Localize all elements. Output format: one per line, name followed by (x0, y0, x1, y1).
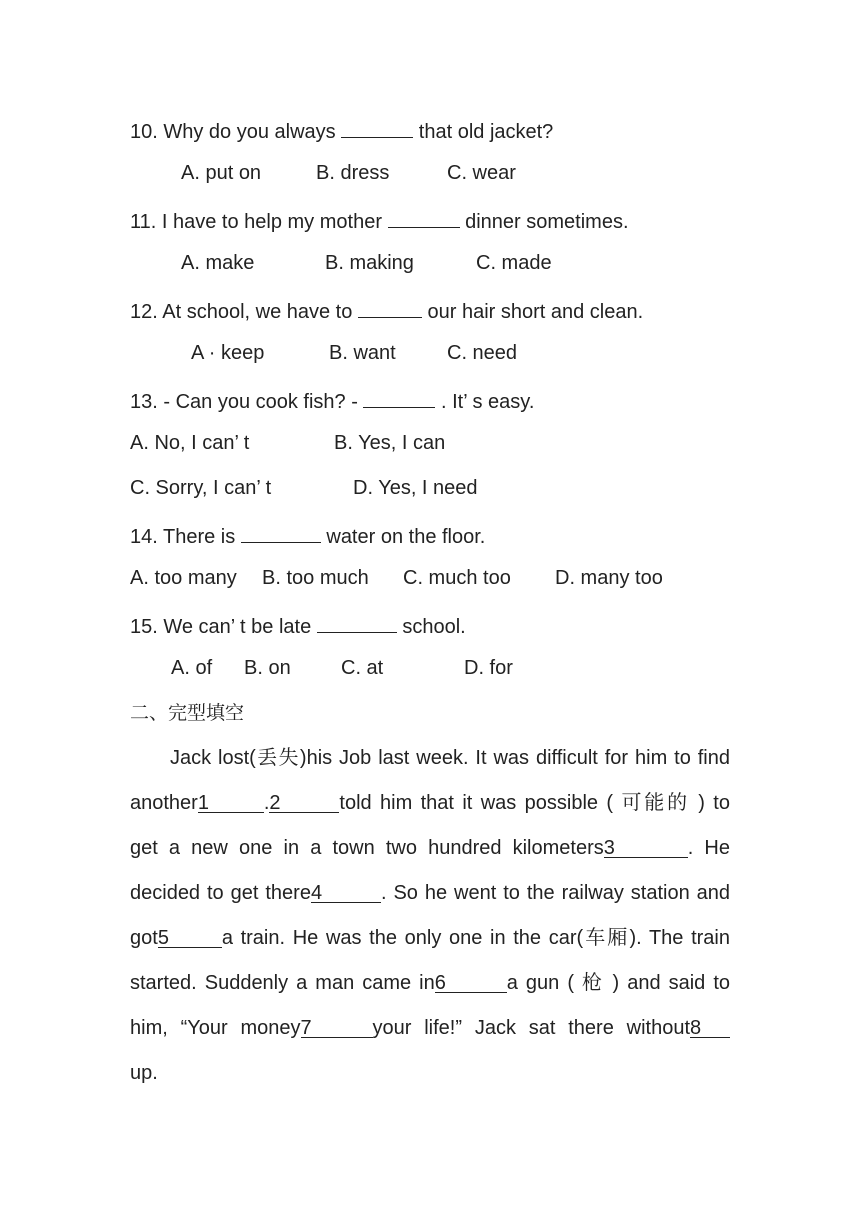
passage-text: . (263, 792, 270, 814)
question-11 (130, 205, 629, 235)
question-text: 11. I have to help my mother (130, 211, 388, 233)
passage-text: another (130, 792, 198, 814)
option: A. of (171, 657, 213, 679)
passage-text: up. (130, 1062, 158, 1084)
question-text: dinner sometimes. (459, 211, 629, 233)
cloze-blank-4: 4 (311, 880, 381, 903)
cloze-blank-5: 5 (158, 925, 222, 948)
question-10 (130, 115, 553, 145)
answer-blank (341, 115, 413, 138)
passage-text: . So he went to the railway station and (380, 882, 730, 904)
passage-line (130, 970, 730, 996)
option: C. wear (447, 162, 516, 184)
question-text: . It’ s easy. (435, 391, 535, 413)
option: C. Sorry, I can’ t (130, 477, 272, 499)
option: D. for (464, 657, 513, 679)
option: C. much too (403, 567, 511, 589)
cloze-blank-2: 2 (269, 790, 339, 813)
passage-text: started. Suddenly a man came in (130, 972, 435, 994)
option: B. making (325, 252, 414, 274)
answer-blank (363, 385, 435, 408)
option: A. make (181, 252, 255, 274)
option: B. Yes, I can (334, 432, 446, 454)
passage-text: Jack lost(丢失)his Job last week. It was difficult for him to find (170, 747, 730, 769)
option: A. too many (130, 567, 237, 589)
option: B. too much (262, 567, 369, 589)
question-text: that old jacket? (413, 121, 554, 143)
answer-blank (358, 295, 422, 318)
question-text: water on the floor. (320, 526, 486, 548)
passage-text: your life!” Jack sat there without (372, 1017, 691, 1039)
option: D. many too (555, 567, 663, 589)
passage-line (130, 835, 730, 861)
passage-text: get a new one in a town two hundred kilometers (130, 837, 604, 859)
passage-line (130, 925, 730, 951)
option: A · keep (191, 342, 265, 364)
cloze-blank-3: 3 (604, 835, 688, 858)
answer-blank (388, 205, 460, 228)
cloze-blank-1: 1 (198, 790, 264, 813)
passage-line (130, 880, 730, 906)
question-13 (130, 385, 534, 415)
option: D. Yes, I need (353, 477, 478, 499)
question-text: 14. There is (130, 526, 241, 548)
section-title: 二、完型填空 (130, 702, 245, 724)
option: C. at (341, 657, 384, 679)
passage-text: decided to get there (130, 882, 311, 904)
passage-text: a gun ( 枪 ) and said to (506, 972, 731, 994)
passage-text: him, “Your money (130, 1017, 301, 1039)
cloze-blank-8: 8 (690, 1015, 730, 1038)
cloze-blank-6: 6 (435, 970, 507, 993)
passage-line (170, 745, 730, 771)
option: A. put on (181, 162, 262, 184)
option: B. want (329, 342, 396, 364)
passage-text: told him that it was possible ( 可能的 ) to (339, 792, 730, 814)
question-15 (130, 610, 466, 640)
option: A. No, I can’ t (130, 432, 250, 454)
answer-blank (317, 610, 397, 633)
cloze-blank-7: 7 (301, 1015, 373, 1038)
option: B. dress (316, 162, 390, 184)
passage-line (130, 1015, 730, 1041)
passage-text: a train. He was the only one in the car(车厢). The train (221, 927, 730, 949)
question-text: 13. - Can you cook fish? - (130, 391, 364, 413)
passage-text: . He (687, 837, 730, 859)
passage-line (130, 1060, 158, 1086)
option: C. made (476, 252, 552, 274)
passage-line (130, 790, 730, 816)
question-text: our hair short and clean. (421, 301, 644, 323)
question-text: 12. At school, we have to (130, 301, 358, 323)
question-12 (130, 295, 643, 325)
passage-text: got (130, 927, 158, 949)
question-text: 15. We can’ t be late (130, 616, 317, 638)
question-text: school. (396, 616, 466, 638)
question-text: 10. Why do you always (130, 121, 342, 143)
option: B. on (244, 657, 291, 679)
question-14 (130, 520, 485, 550)
option: C. need (447, 342, 518, 364)
answer-blank (241, 520, 321, 543)
